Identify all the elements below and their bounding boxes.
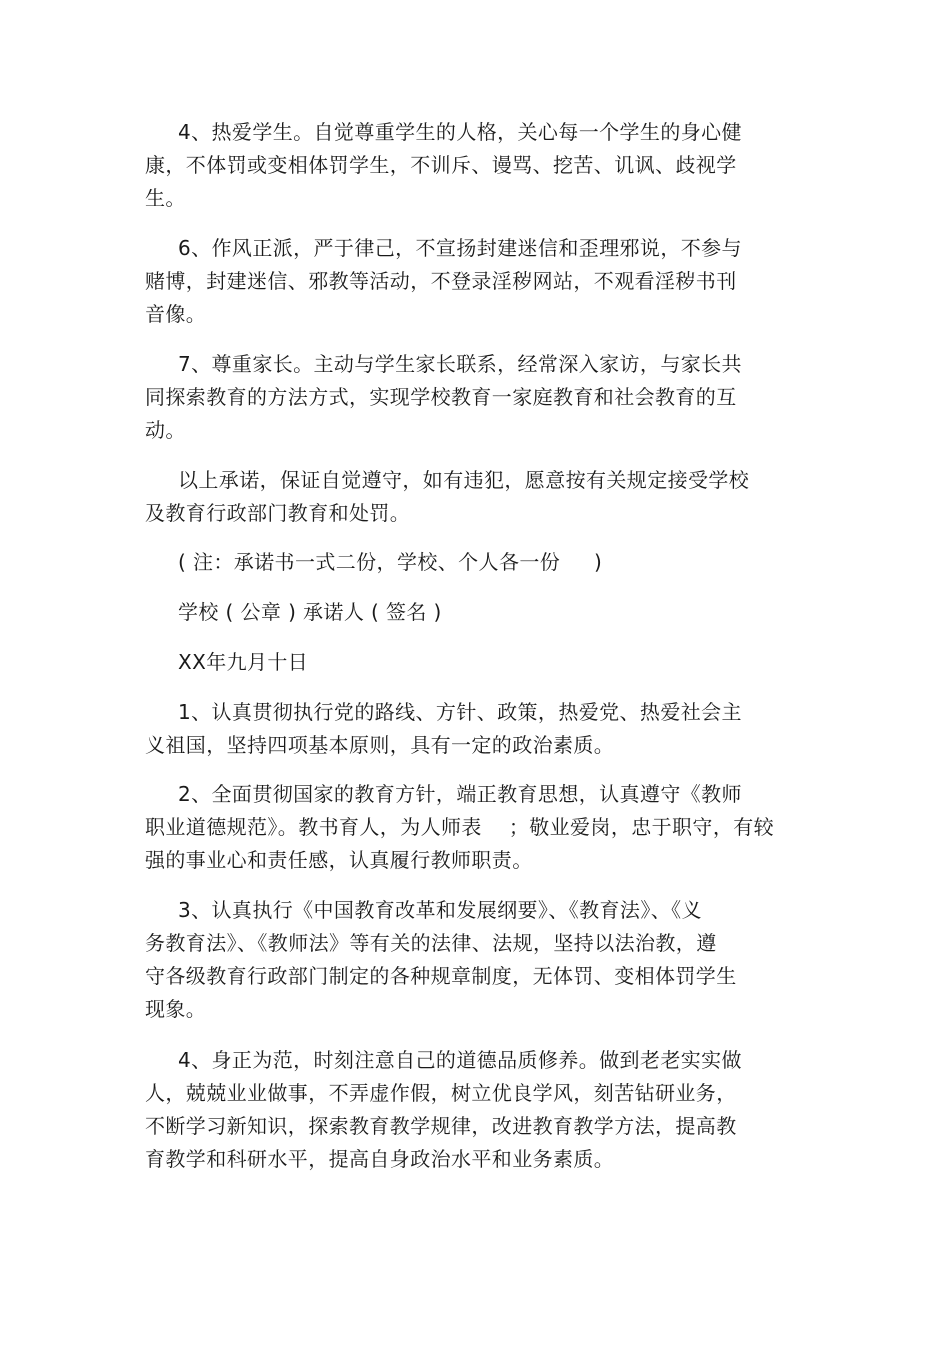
paragraph-date (145, 646, 795, 679)
paragraph-laws (145, 894, 795, 1026)
text-line: 7、尊重家长。主动与学生家长联系，经常深入家访，与家长共 (178, 352, 742, 376)
paragraph-note (145, 546, 795, 579)
text-line: 康，不体罚或变相体罚学生，不训斥、谩骂、挖苦、讥讽、歧视学 (145, 153, 737, 177)
text-line: 1、认真贯彻执行党的路线、方针、政策，热爱党、热爱社会主 (178, 700, 742, 724)
text-line: 人，兢兢业业做事，不弄虚作假，树立优良学风，刻苦钻研业务， (145, 1081, 737, 1105)
text-line: 动。 (145, 418, 186, 442)
paragraph-signature (145, 596, 795, 629)
paragraph-respect-parents (145, 348, 795, 447)
paragraph-love-students (145, 116, 795, 215)
paragraph-upright-conduct (145, 232, 795, 331)
paragraph-moral-example (145, 1044, 795, 1176)
text-line: 强的事业心和责任感，认真履行教师职责。 (145, 848, 533, 872)
text-line: 育教学和科研水平，提高自身政治水平和业务素质。 (145, 1147, 615, 1171)
text-line: 务教育法》、《教师法》等有关的法律、法规，坚持以法治教，遵 (145, 931, 717, 955)
text-line: 4、身正为范，时刻注意自己的道德品质修养。做到老老实实做 (178, 1048, 742, 1072)
paragraph-education-policy (145, 778, 795, 877)
paragraph-party-line (145, 696, 795, 762)
text-line: 3、认真执行《中国教育改革和发展纲要》、《教育法》、《义 (178, 898, 702, 922)
text-line: 以上承诺，保证自觉遵守，如有违犯，愿意按有关规定接受学校 (178, 468, 750, 492)
text-line: 不断学习新知识，探索教育教学规律，改进教育教学方法，提高教 (145, 1114, 737, 1138)
paragraph-promise (145, 464, 795, 530)
text-line: 及教育行政部门教育和处罚。 (145, 501, 411, 525)
text-line: 学校 ( 公章 ) 承诺人 ( 签名 ) (178, 600, 442, 624)
text-line: 职业道德规范》。教书育人，为人师表 ；敬业爱岗，忠于职守，有较 (145, 815, 775, 839)
text-line: 生。 (145, 186, 186, 210)
text-line: 同探索教育的方法方式，实现学校教育一家庭教育和社会教育的互 (145, 385, 737, 409)
text-line: 现象。 (145, 997, 207, 1021)
text-line: ( 注：承诺书一式二份，学校、个人各一份 ) (178, 550, 603, 574)
text-line: 义祖国，坚持四项基本原则，具有一定的政治素质。 (145, 733, 615, 757)
text-line: 2、全面贯彻国家的教育方针，端正教育思想，认真遵守《教师 (178, 782, 742, 806)
text-line: XX年九月十日 (178, 650, 309, 674)
text-line: 赌博，封建迷信、邪教等活动，不登录淫秽网站，不观看淫秽书刊 (145, 269, 737, 293)
text-line: 4、热爱学生。自觉尊重学生的人格，关心每一个学生的身心健 (178, 120, 742, 144)
text-line: 守各级教育行政部门制定的各种规章制度，无体罚、变相体罚学生 (145, 964, 737, 988)
text-line: 6、作风正派，严于律己，不宣扬封建迷信和歪理邪说，不参与 (178, 236, 742, 260)
text-line: 音像。 (145, 302, 207, 326)
